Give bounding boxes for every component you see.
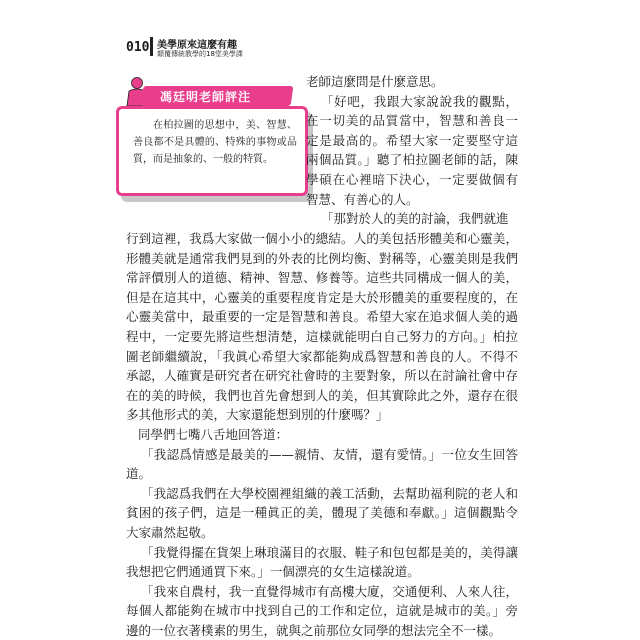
paragraph: 行到這裡，我爲大家做一個小小的總結。人的美包括形體美和心靈美，形體美就是通常我們見到的外表的比例均衡、對稱等，心靈美則是我們常評價別人的道德、精神、智慧、修養等。這些共同構成一個人的美，但是在這其中，心靈美的重要程度肯定是大於形體美的重要程度的，在心靈美當中，最重要的一定是智慧和善良。希望大家在追求個人美的過程中，一定要先將這些想清楚，這樣就能明白自己努力的方向。」柏拉圖老師繼續說，「我眞心希望大家都能夠成爲智慧和善良的人。不得不承認，人確實是研究者在研究社會時的主要對象，所以在討論社會中存在的美的時候，我們也首先會想到人的美，但其實除此之外，還存在很多其他形式的美，大家還能想到別的什麼嗎？」 xyxy=(126,231,518,423)
book-subtitle: 顛覆傳統教學的18堂美學課 xyxy=(157,50,243,58)
paragraph: 「我覺得擺在貨架上琳琅滿目的衣服、鞋子和包包都是美的，美得讓我想把它們通通買下來。」一個漂亮的女生這樣說道。 xyxy=(126,544,518,580)
paragraph: 「我認爲我們在大學校園裡組織的義工活動，去幫助福利院的老人和貧困的孩子們，這是一種眞正的美，體現了美德和奉獻。」這個觀點令大家肅然起敬。 xyxy=(126,485,518,540)
paragraph: 「那對於人的美的討論，我們就進 xyxy=(321,211,509,227)
book-title: 美學原來這麼有趣 xyxy=(157,40,237,51)
paragraph: 同學們七嘴八舌地回答道： xyxy=(138,426,289,442)
paragraph: 老師這麼問是什麼意思。 xyxy=(306,74,444,89)
teacher-comment-box xyxy=(116,86,297,196)
paragraph: 「好吧，我跟大家說說我的觀點，在一切美的品質當中，智慧和善良一定是最高的。希望大家一定要堅守這兩個品質。」聽了柏拉圖老師的話，陳學碩在心裡暗下決心，一定要做個有智慧、有善心的人。 xyxy=(306,93,518,207)
comment-title: 馮廷明老師評注 xyxy=(160,90,252,104)
paragraph: 「我來自農村，我一直覺得城市有高樓大廈，交通便利、人來人往，每個人都能夠在城市中找到自己的工作和定位，這就是城市的美。」旁邊的一位衣著樸素的男生，就與之前那位女同學的想法完全不一樣。 xyxy=(126,583,518,638)
header-divider xyxy=(150,37,153,56)
paragraph: 「我認爲情感是最美的——親情、友情，還有愛情。」一位女生回答道。 xyxy=(126,446,518,482)
page-number: 010 xyxy=(126,40,150,55)
body-column-wide xyxy=(126,229,518,640)
body-column-narrow xyxy=(306,72,518,229)
comment-text: 在柏拉圖的思想中，美、智慧、善良都不是具體的、特殊的事物或品質，而是抽象的、一般的特質。 xyxy=(133,120,297,165)
comment-body xyxy=(116,106,308,196)
